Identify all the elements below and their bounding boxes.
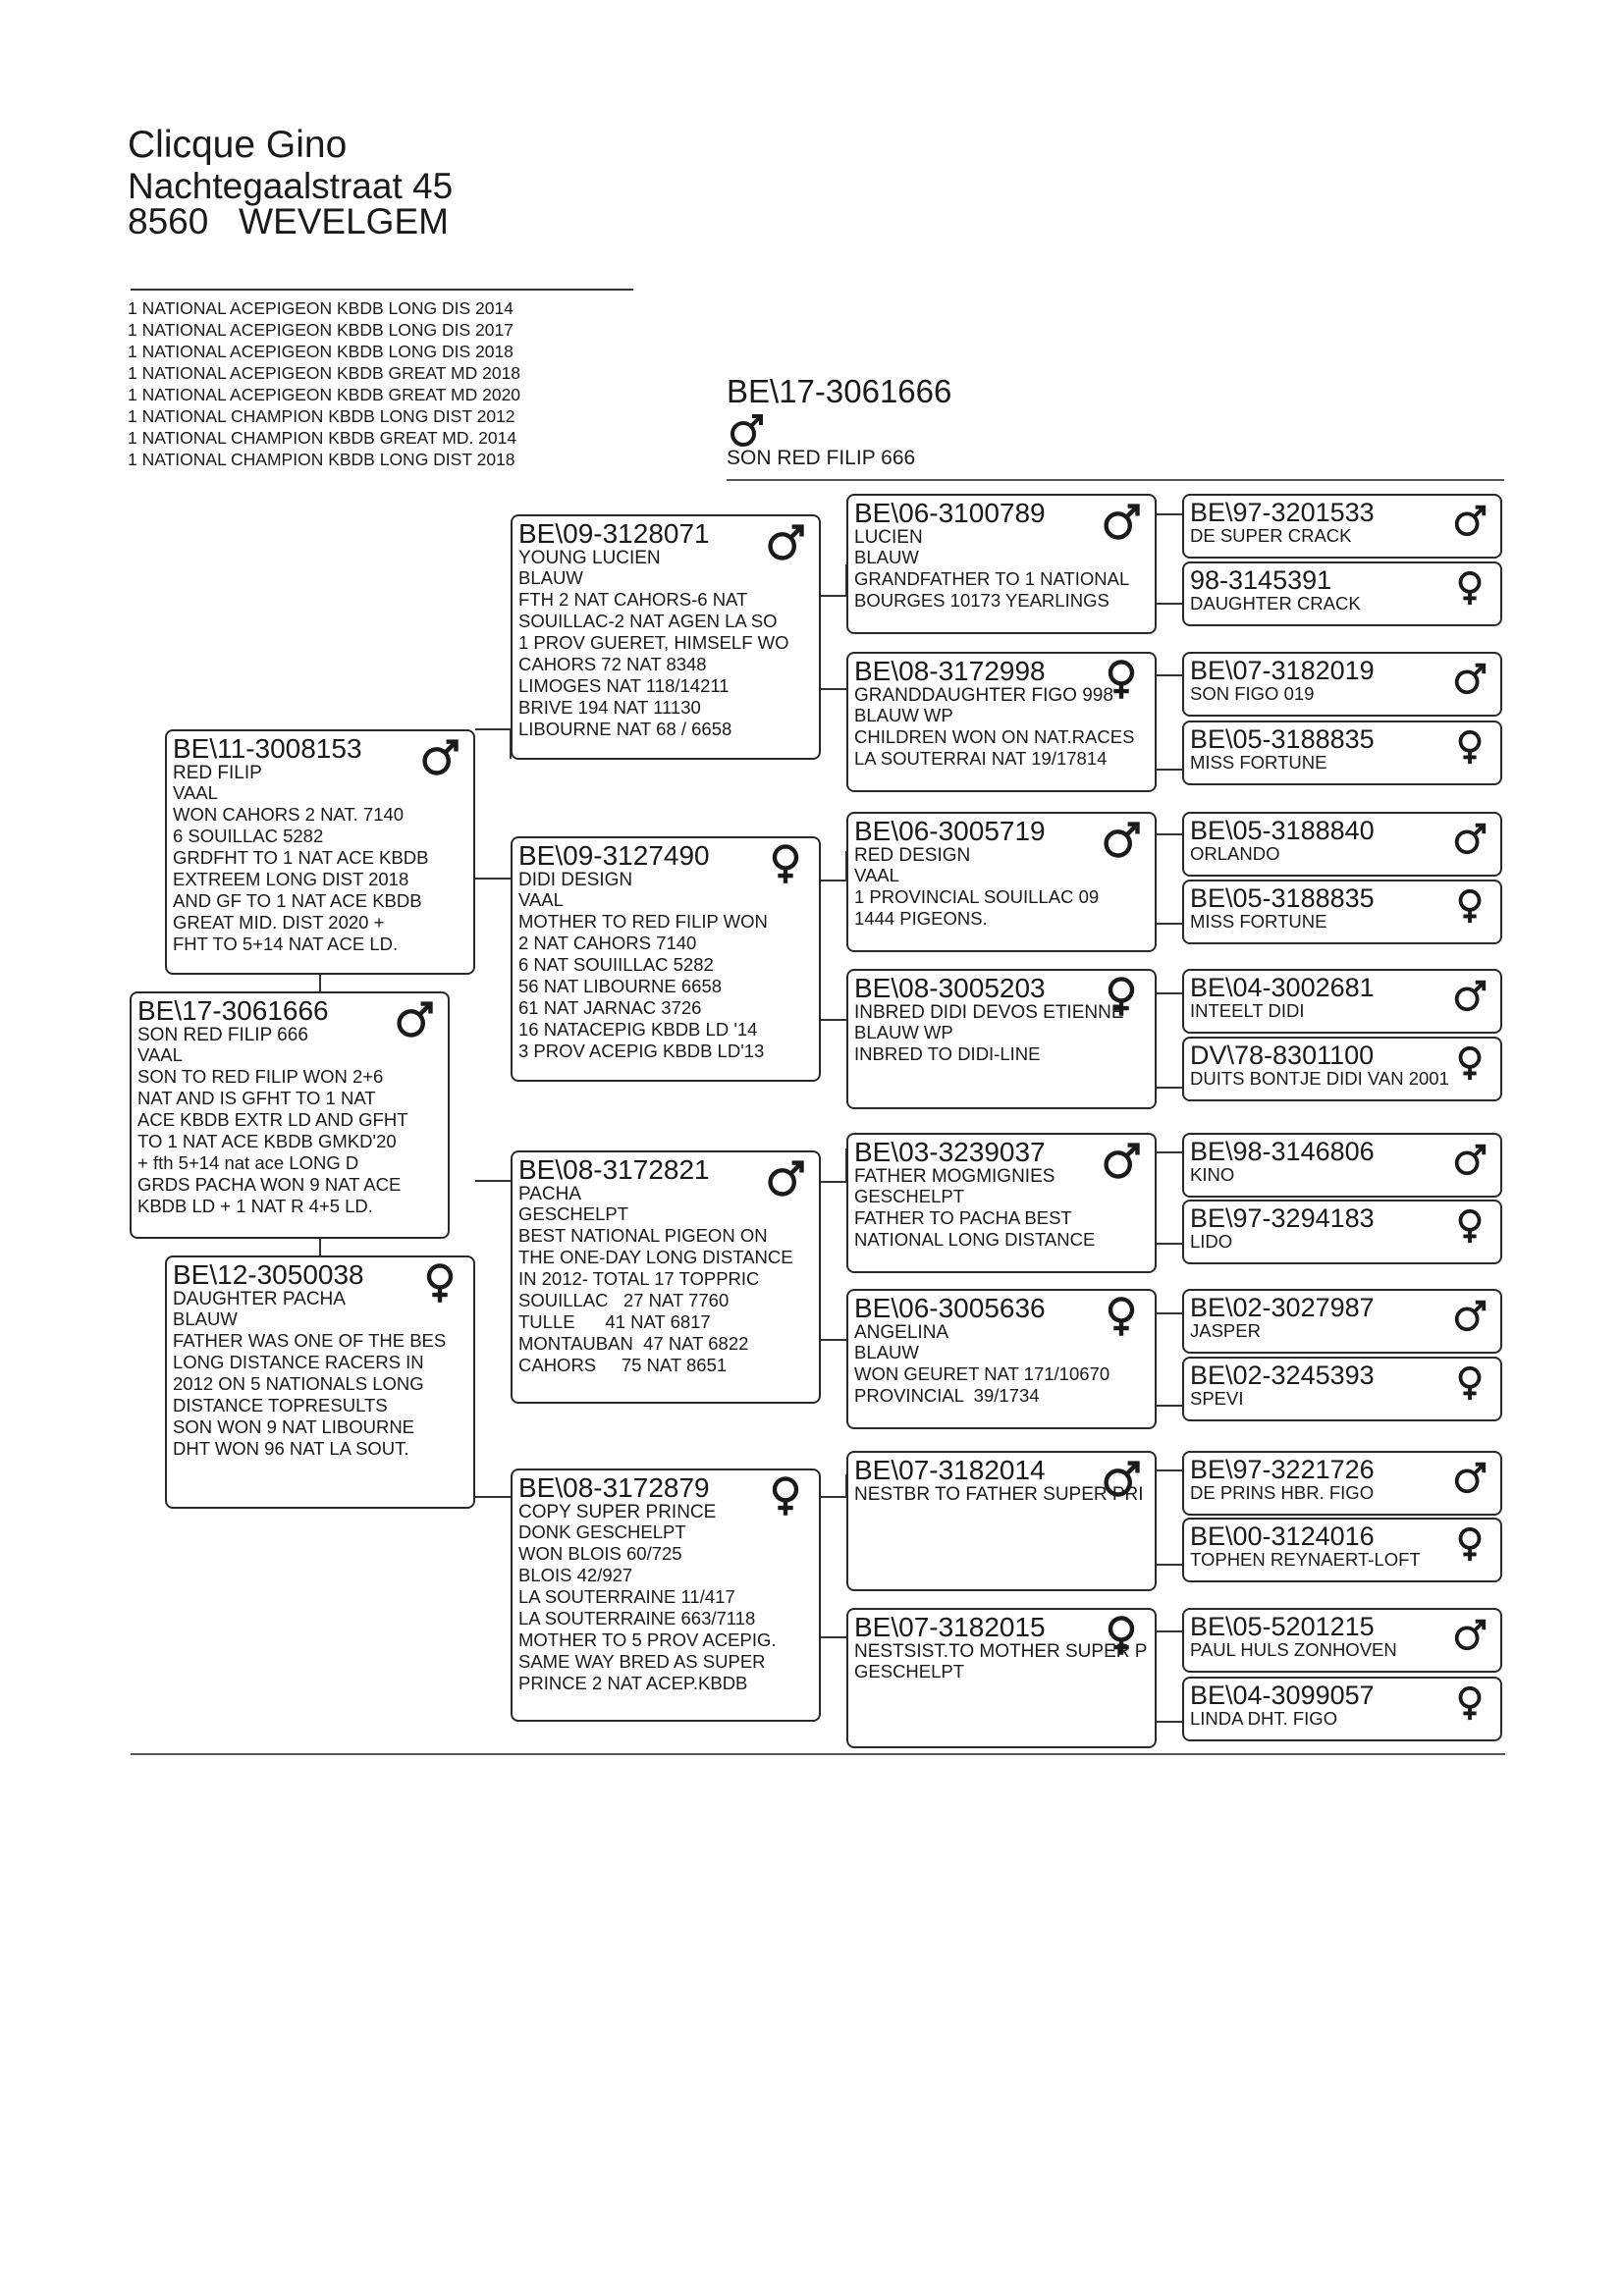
ring-number: BE\08-3172821 [518, 1154, 710, 1185]
pigeon-detail: 61 NAT JARNAC 3726 [518, 997, 702, 1018]
male-icon [1100, 500, 1143, 543]
ring-number: BE\07-3182014 [854, 1455, 1046, 1485]
pigeon-name: LINDA DHT. FIGO [1190, 1708, 1338, 1729]
pigeon-name: DIDI DESIGN [518, 870, 633, 890]
pigeon-name: NESTBR TO FATHER SUPER PRI [854, 1484, 1144, 1505]
ring-number: BE\09-3128071 [518, 518, 710, 549]
ring-number: BE\00-3124016 [1190, 1522, 1375, 1551]
pigeon-name: SON RED FILIP 666 [137, 1025, 308, 1045]
pigeon-detail: BEST NATIONAL PIGEON ON [518, 1225, 768, 1246]
male-icon [418, 735, 461, 778]
pigeon-detail: MOTHER TO 5 PROV ACEPIG. [518, 1629, 777, 1650]
pigeon-card [1182, 1677, 1502, 1741]
ring-number: BE\08-3172879 [518, 1472, 710, 1503]
pigeon-detail: CAHORS 75 NAT 8651 [518, 1355, 728, 1375]
ring-number: BE\12-3050038 [173, 1259, 364, 1290]
male-icon [1451, 1616, 1488, 1653]
pigeon-name: SPEVI [1190, 1388, 1244, 1409]
pigeon-name: MISS FORTUNE [1190, 752, 1327, 773]
pigeon-detail: BLAUW [854, 547, 919, 567]
pigeon-name: FATHER MOGMIGNIES [854, 1166, 1055, 1187]
male-icon [764, 1156, 807, 1200]
pigeon-detail: THE ONE-DAY LONG DISTANCE [518, 1247, 793, 1267]
pigeon-detail: KBDB LD + 1 NAT R 4+5 LD. [137, 1196, 373, 1216]
female-icon [1451, 728, 1488, 766]
ring-number: BE\05-3188840 [1190, 816, 1375, 845]
ring-number: BE\05-5201215 [1190, 1612, 1375, 1641]
pigeon-name: INTEELT DIDI [1190, 1000, 1305, 1021]
ring-number: BE\07-3182019 [1190, 656, 1375, 685]
subject-name: SON RED FILIP 666 [727, 447, 916, 469]
pigeon-card [1182, 1200, 1502, 1264]
pigeon-detail: CHILDREN WON ON NAT.RACES [854, 726, 1135, 747]
pigeon-card [511, 836, 821, 1082]
ring-number: BE\08-3005203 [854, 973, 1046, 1003]
pigeon-detail: LONG DISTANCE RACERS IN [173, 1352, 424, 1372]
pigeon-card [1182, 1037, 1502, 1101]
female-icon [764, 842, 807, 885]
pigeon-detail: BLAUW WP [854, 1022, 953, 1042]
ring-number: BE\04-3099057 [1190, 1681, 1375, 1710]
title-item: 1 NATIONAL CHAMPION KBDB LONG DIST 2012 [128, 406, 515, 426]
male-icon [1451, 1459, 1488, 1496]
pigeon-card [846, 969, 1157, 1109]
pigeon-detail: 6 NAT SOUIILLAC 5282 [518, 954, 714, 975]
title-item: 1 NATIONAL CHAMPION KBDB GREAT MD. 2014 [128, 428, 517, 448]
ring-number: BE\11-3008153 [173, 733, 362, 764]
pigeon-detail: 3 PROV ACEPIG KBDB LD'13 [518, 1041, 765, 1061]
pigeon-name: ORLANDO [1190, 843, 1280, 864]
pigeon-card [1182, 561, 1502, 626]
pigeon-name: DE SUPER CRACK [1190, 525, 1352, 546]
ring-number: BE\09-3127490 [518, 840, 710, 871]
ring-number: BE\98-3146806 [1190, 1137, 1375, 1166]
pigeon-detail: TO 1 NAT ACE KBDB GMKD'20 [137, 1131, 397, 1151]
pigeon-detail: BLAUW WP [854, 705, 953, 725]
pigeon-detail: FATHER TO PACHA BEST [854, 1207, 1072, 1228]
pigeon-detail: BLOIS 42/927 [518, 1565, 633, 1585]
pigeon-card [511, 1468, 821, 1722]
pigeon-detail: NAT AND IS GFHT TO 1 NAT [137, 1088, 376, 1108]
pigeon-detail: GESCHELPT [854, 1661, 965, 1682]
pigeon-detail: 16 NATACEPIG KBDB LD '14 [518, 1019, 758, 1040]
pigeon-card [511, 1150, 821, 1404]
pigeon-card [846, 652, 1157, 792]
pigeon-detail: FHT TO 5+14 NAT ACE LD. [173, 934, 399, 954]
pigeon-name: JASPER [1190, 1320, 1261, 1341]
female-icon [418, 1261, 461, 1305]
pigeon-detail: SOUILLAC 27 NAT 7760 [518, 1290, 730, 1310]
pigeon-detail: PROVINCIAL 39/1734 [854, 1385, 1040, 1406]
female-icon [1451, 1684, 1488, 1722]
title-item: 1 NATIONAL ACEPIGEON KBDB LONG DIS 2014 [128, 298, 514, 318]
male-icon [1100, 1139, 1143, 1182]
pigeon-detail: LA SOUTERRAINE 663/7118 [518, 1608, 756, 1629]
pigeon-detail: 2 NAT CAHORS 7140 [518, 933, 697, 953]
pigeon-name: LUCIEN [854, 527, 923, 548]
male-icon [727, 410, 766, 450]
pigeon-detail: AND GF TO 1 NAT ACE KBDB [173, 890, 422, 911]
pigeon-card [1182, 1289, 1502, 1354]
ring-number: BE\06-3005636 [854, 1293, 1046, 1323]
pigeon-detail: MOTHER TO RED FILIP WON [518, 911, 768, 932]
female-icon [1451, 1207, 1488, 1245]
pigeon-card [1182, 1608, 1502, 1673]
pigeon-name: KINO [1190, 1164, 1235, 1185]
ring-number: BE\08-3172998 [854, 656, 1046, 686]
pigeon-detail: INBRED TO DIDI-LINE [854, 1043, 1041, 1064]
male-icon [1451, 977, 1488, 1014]
pigeon-detail: BLAUW [173, 1308, 238, 1329]
pigeon-name: PACHA [518, 1184, 582, 1204]
pigeon-detail: DONK GESCHELPT [518, 1522, 686, 1542]
pigeon-card [1182, 1357, 1502, 1421]
pigeon-name: TOPHEN REYNAERT-LOFT [1190, 1549, 1421, 1570]
pigeon-card [846, 812, 1157, 952]
pigeon-detail: 1444 PIGEONS. [854, 908, 988, 929]
pigeon-detail: IN 2012- TOTAL 17 TOPPRIC [518, 1268, 760, 1289]
pigeon-card [1182, 494, 1502, 559]
pigeon-name: DUITS BONTJE DIDI VAN 2001 [1190, 1068, 1449, 1089]
owner-city: 8560 WEVELGEM [128, 201, 449, 241]
pigeon-detail: CAHORS 72 NAT 8348 [518, 654, 707, 674]
ring-number: BE\03-3239037 [854, 1137, 1046, 1167]
ring-number: BE\02-3245393 [1190, 1361, 1375, 1390]
pigeon-detail: 2012 ON 5 NATIONALS LONG [173, 1373, 424, 1394]
ring-number: BE\17-3061666 [137, 995, 329, 1026]
pigeon-detail: GRANDFATHER TO 1 NATIONAL [854, 568, 1130, 589]
pigeon-detail: SON TO RED FILIP WON 2+6 [137, 1066, 384, 1087]
pigeon-name: YOUNG LUCIEN [518, 548, 661, 568]
male-icon [393, 997, 436, 1041]
pigeon-detail: 1 PROV GUERET, HIMSELF WO [518, 632, 789, 653]
pigeon-card [511, 514, 821, 760]
pigeon-detail: 56 NAT LIBOURNE 6658 [518, 976, 723, 996]
pigeon-detail: EXTREEM LONG DIST 2018 [173, 869, 409, 889]
pigeon-card [846, 494, 1157, 634]
pigeon-card [165, 1255, 475, 1509]
pigeon-detail: NATIONAL LONG DISTANCE [854, 1229, 1096, 1250]
female-icon [1451, 1525, 1488, 1563]
pigeon-detail: ACE KBDB EXTR LD AND GFHT [137, 1109, 408, 1130]
pigeon-detail: 6 SOUILLAC 5282 [173, 826, 324, 846]
pigeon-detail: TULLE 41 NAT 6817 [518, 1311, 711, 1332]
male-icon [1451, 502, 1488, 539]
ring-number: BE\07-3182015 [854, 1612, 1046, 1642]
pigeon-detail: WON BLOIS 60/725 [518, 1543, 682, 1564]
pigeon-detail: LIMOGES NAT 118/14211 [518, 675, 730, 696]
pigeon-detail: 1 PROVINCIAL SOUILLAC 09 [854, 886, 1100, 907]
pigeon-detail: BLAUW [518, 567, 583, 588]
pigeon-detail: SAME WAY BRED AS SUPER [518, 1651, 766, 1672]
pigeon-detail: MONTAUBAN 47 NAT 6822 [518, 1333, 749, 1354]
pigeon-detail: SON WON 9 NAT LIBOURNE [173, 1416, 415, 1437]
pigeon-detail: GRDS PACHA WON 9 NAT ACE [137, 1174, 402, 1195]
male-icon [764, 520, 807, 563]
pigeon-name: DE PRINS HBR. FIGO [1190, 1482, 1375, 1503]
pigeon-detail: WON CAHORS 2 NAT. 7140 [173, 804, 405, 825]
pigeon-detail: + fth 5+14 nat ace LONG D [137, 1152, 359, 1173]
pigeon-name: RED DESIGN [854, 845, 971, 866]
pigeon-detail: GESCHELPT [518, 1203, 629, 1224]
ring-number: BE\97-3201533 [1190, 498, 1375, 527]
title-item: 1 NATIONAL ACEPIGEON KBDB GREAT MD 2020 [128, 385, 521, 404]
pigeon-name: RED FILIP [173, 763, 262, 783]
pigeon-detail: GRDFHT TO 1 NAT ACE KBDB [173, 847, 429, 868]
pigeon-card [1182, 812, 1502, 877]
pigeon-detail: DHT WON 96 NAT LA SOUT. [173, 1438, 409, 1459]
pigeon-name: COPY SUPER PRINCE [518, 1502, 717, 1522]
pigeon-name: LIDO [1190, 1231, 1233, 1252]
pigeon-card [1182, 880, 1502, 944]
title-item: 1 NATIONAL ACEPIGEON KBDB LONG DIS 2017 [128, 320, 514, 340]
pigeon-detail: LIBOURNE NAT 68 / 6658 [518, 719, 732, 739]
male-icon [1451, 1297, 1488, 1334]
pigeon-detail: LA SOUTERRAINE 11/417 [518, 1586, 735, 1607]
ring-number: BE\97-3221726 [1190, 1455, 1375, 1484]
ring-number: BE\06-3100789 [854, 498, 1046, 528]
subject-ring: BE\17-3061666 [727, 373, 952, 409]
male-icon [1100, 818, 1143, 861]
ring-number: BE\06-3005719 [854, 816, 1046, 846]
pigeon-detail: VAAL [137, 1044, 183, 1065]
pigeon-detail: LA SOUTERRAI NAT 19/17814 [854, 748, 1108, 769]
pigeon-detail: BOURGES 10173 YEARLINGS [854, 590, 1109, 611]
owner-name: Clicque Gino [128, 124, 348, 166]
male-icon [1451, 820, 1488, 857]
pigeon-detail: VAAL [173, 782, 218, 803]
pigeon-detail: BRIVE 194 NAT 11130 [518, 697, 701, 718]
pigeon-card [846, 1608, 1157, 1748]
pigeon-name: PAUL HULS ZONHOVEN [1190, 1639, 1397, 1660]
female-icon [764, 1474, 807, 1518]
ring-number: BE\05-3188835 [1190, 724, 1375, 754]
owner-street: Nachtegaalstraat 45 [128, 166, 454, 206]
title-rule [131, 289, 633, 291]
pigeon-name: MISS FORTUNE [1190, 911, 1327, 932]
pigeon-detail: GREAT MID. DIST 2020 + [173, 912, 385, 933]
pigeon-card [1182, 1518, 1502, 1582]
pigeon-detail: VAAL [854, 865, 899, 885]
ring-number: BE\05-3188835 [1190, 883, 1375, 913]
ring-number: DV\78-8301100 [1190, 1041, 1375, 1070]
female-icon [1451, 569, 1488, 607]
pigeon-detail: SOUILLAC-2 NAT AGEN LA SO [518, 611, 778, 631]
ring-number: BE\02-3027987 [1190, 1293, 1375, 1322]
titles-list [128, 297, 520, 470]
female-icon [1100, 975, 1143, 1018]
pigeon-name: GRANDDAUGHTER FIGO 998 [854, 685, 1113, 706]
pigeon-name: ANGELINA [854, 1322, 949, 1343]
bottom-rule [131, 1753, 1505, 1755]
pigeon-detail: FTH 2 NAT CAHORS-6 NAT [518, 589, 748, 610]
top-rule [727, 479, 1504, 481]
pigeon-name: NESTSIST.TO MOTHER SUPER P [854, 1641, 1148, 1662]
pigeon-card [130, 991, 450, 1239]
pigeon-card [1182, 969, 1502, 1034]
pigeon-name: INBRED DIDI DEVOS ETIENNE [854, 1002, 1124, 1023]
pigeon-name: SON FIGO 019 [1190, 683, 1315, 704]
title-item: 1 NATIONAL ACEPIGEON KBDB GREAT MD 2018 [128, 363, 521, 383]
pigeon-card [1182, 652, 1502, 717]
pigeon-detail: BLAUW [854, 1342, 919, 1362]
female-icon [1100, 1614, 1143, 1657]
male-icon [1451, 1141, 1488, 1178]
pigeon-detail: PRINCE 2 NAT ACEP.KBDB [518, 1673, 748, 1693]
female-icon [1451, 1044, 1488, 1082]
pigeon-card [846, 1289, 1157, 1429]
pigeon-card [846, 1451, 1157, 1591]
female-icon [1100, 658, 1143, 701]
ring-number: BE\04-3002681 [1190, 973, 1375, 1002]
pigeon-detail: WON GEURET NAT 171/10670 [854, 1363, 1110, 1384]
title-item: 1 NATIONAL ACEPIGEON KBDB LONG DIS 2018 [128, 342, 514, 361]
pigeon-card [165, 729, 475, 975]
female-icon [1451, 1364, 1488, 1402]
pigeon-detail: FATHER WAS ONE OF THE BES [173, 1330, 447, 1351]
female-icon [1100, 1295, 1143, 1338]
title-item: 1 NATIONAL CHAMPION KBDB LONG DIST 2018 [128, 450, 515, 469]
pigeon-name: DAUGHTER PACHA [173, 1289, 346, 1309]
pigeon-detail: GESCHELPT [854, 1186, 965, 1206]
male-icon [1451, 660, 1488, 697]
pigeon-card [1182, 1451, 1502, 1516]
pigeon-card [1182, 721, 1502, 785]
pigeon-detail: DISTANCE TOPRESULTS [173, 1395, 388, 1415]
male-icon [1100, 1457, 1143, 1500]
pigeon-detail: VAAL [518, 889, 564, 910]
pigeon-card [1182, 1133, 1502, 1198]
female-icon [1451, 887, 1488, 925]
ring-number: BE\97-3294183 [1190, 1203, 1375, 1233]
ring-number: 98-3145391 [1190, 565, 1332, 595]
pigeon-name: DAUGHTER CRACK [1190, 593, 1361, 614]
pigeon-card [846, 1133, 1157, 1273]
